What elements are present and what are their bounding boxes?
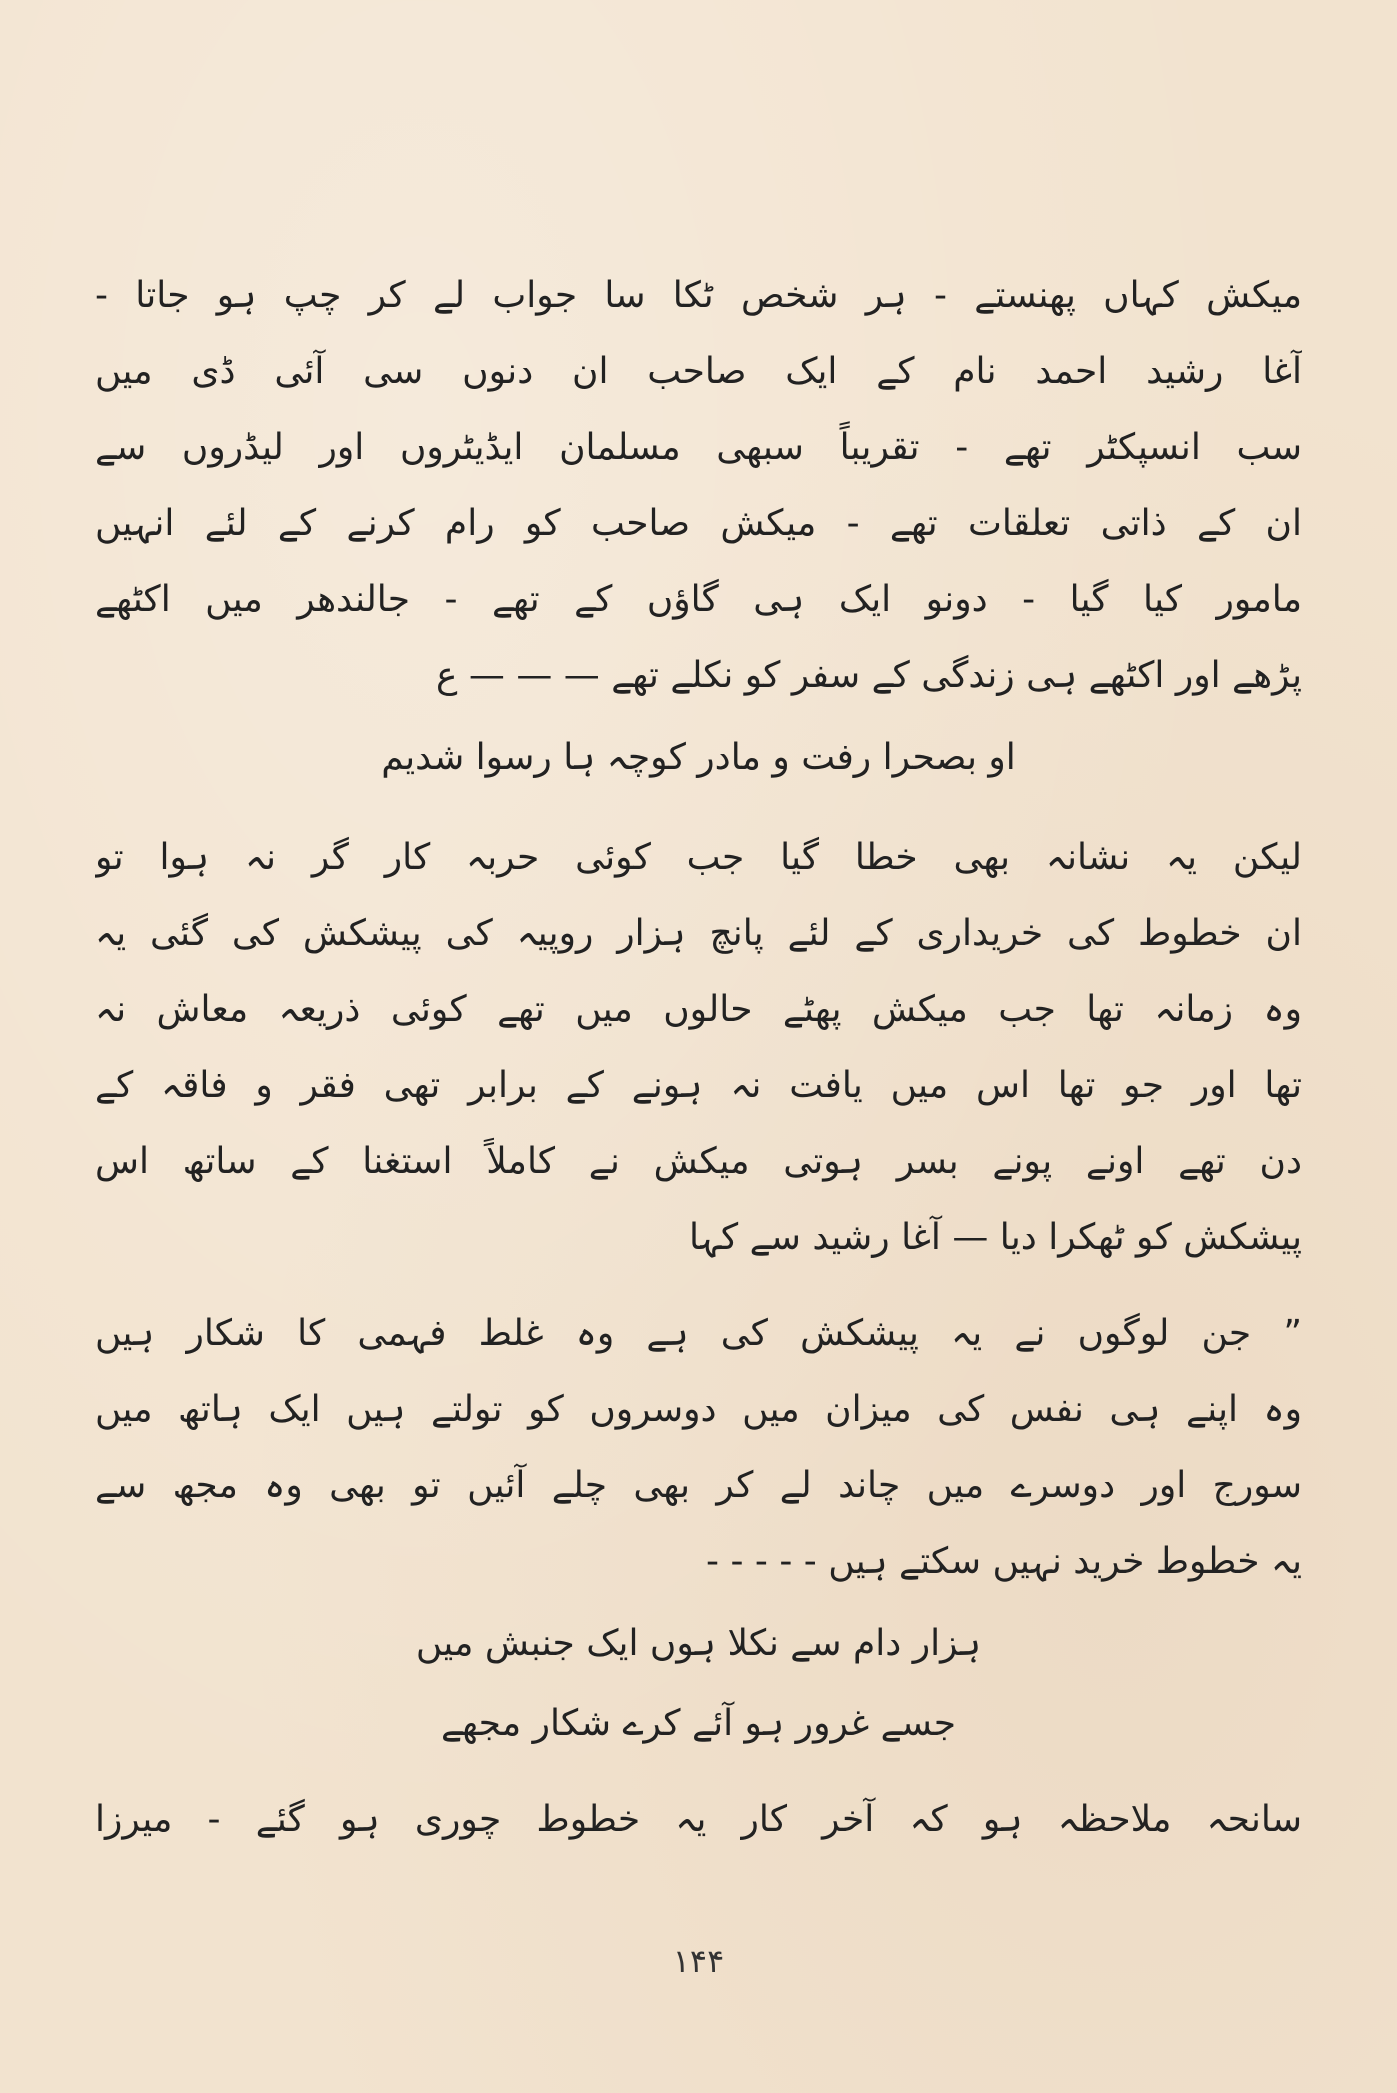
text-line: مامور کیا گیا - دونو ایک ہی گاؤں کے تھے - جالندھر میں اکٹھے: [95, 579, 1302, 620]
paragraph-2: [95, 820, 1302, 1276]
paragraph-1: [95, 258, 1302, 714]
text-line: سورج اور دوسرے میں چاند لے کر بھی چلے آئیں تو بھی وہ مجھ سے: [95, 1465, 1302, 1506]
text-line: میکش کہاں پھنستے - ہر شخص ٹکا سا جواب لے کر چپ ہو جاتا -: [95, 275, 1302, 316]
paragraph-3: [95, 1296, 1302, 1600]
text-line: ” جن لوگوں نے یہ پیشکش کی ہے وہ غلط فہمی کا شکار ہیں: [95, 1313, 1302, 1354]
paragraph-4: [95, 1782, 1302, 1858]
text-line: پیشکش کو ٹھکرا دیا — آغا رشید سے کہا: [688, 1217, 1302, 1258]
verse-1: [95, 718, 1302, 798]
verse-line: ہزار دام سے نکلا ہوں ایک جنبش میں: [415, 1623, 982, 1664]
text-line: سب انسپکٹر تھے - تقریباً سبھی مسلمان ایڈیٹروں اور لیڈروں سے: [95, 427, 1302, 468]
text-line: لیکن یہ نشانہ بھی خطا گیا جب کوئی حربہ کار گر نہ ہوا تو: [95, 837, 1302, 878]
verse-line: جسے غرور ہو آئے کرے شکار مجھے: [440, 1703, 957, 1744]
text-line: ان خطوط کی خریداری کے لئے پانچ ہزار روپیہ کی پیشکش کی گئی یہ: [95, 913, 1302, 954]
text-line: پڑھے اور اکٹھے ہی زندگی کے سفر کو نکلے تھے — — — ع: [435, 655, 1302, 696]
page-number: ۱۴۴: [672, 1942, 725, 1980]
text-line: یہ خطوط خرید نہیں سکتے ہیں - - - - -: [706, 1541, 1302, 1582]
verse-2: [95, 1604, 1302, 1764]
text-line: تھا اور جو تھا اس میں یافت نہ ہونے کے برابر تھی فقر و فاقہ کے: [95, 1065, 1302, 1106]
text-line: ان کے ذاتی تعلقات تھے - میکش صاحب کو رام کرنے کے لئے انہیں: [95, 503, 1302, 544]
verse-line: او بصحرا رفت و مادر کوچہ ہا رسوا شدیم: [381, 737, 1016, 778]
text-line: وہ زمانہ تھا جب میکش پھٹے حالوں میں تھے کوئی ذریعہ معاش نہ: [95, 989, 1302, 1030]
text-line: سانحہ ملاحظہ ہو کہ آخر کار یہ خطوط چوری ہو گئے - میرزا: [95, 1799, 1302, 1840]
text-line: آغا رشید احمد نام کے ایک صاحب ان دنوں سی آئی ڈی میں: [95, 351, 1302, 392]
text-line: دن تھے اونے پونے بسر ہوتی میکش نے کاملاً استغنا کے ساتھ اس: [95, 1141, 1302, 1182]
text-line: وہ اپنے ہی نفس کی میزان میں دوسروں کو تولتے ہیں ایک ہاتھ میں: [95, 1389, 1302, 1430]
